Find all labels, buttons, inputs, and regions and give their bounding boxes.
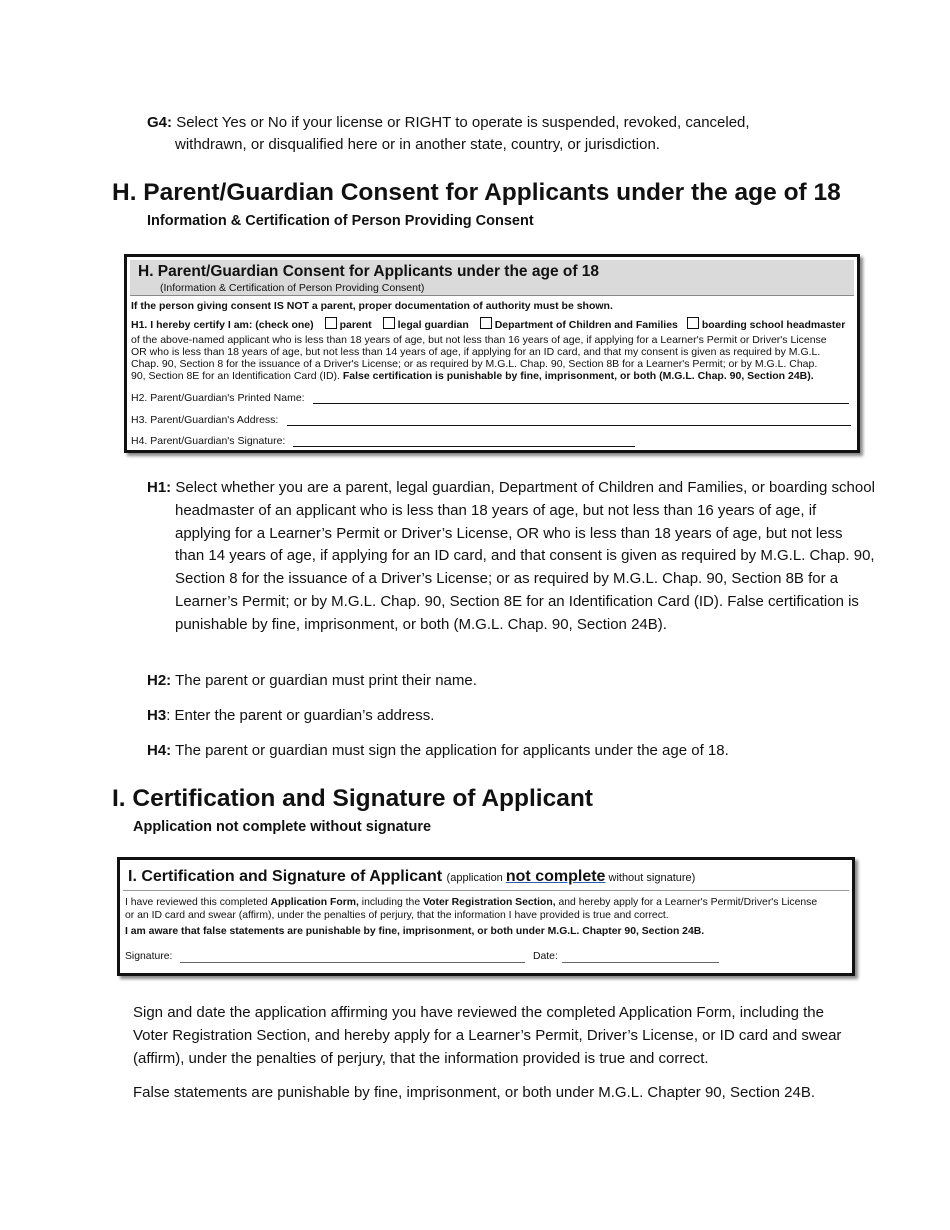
form-h-h2-field-label: H2. Parent/Guardian's Printed Name: xyxy=(131,392,305,404)
form-h-body-line1: of the above-named applicant who is less than 18 years of age, but not less than 16 years of age, if applying for a Learner's Permit or Driver's License xyxy=(131,334,827,346)
h2-instruction xyxy=(147,670,477,693)
form-h-h1-row xyxy=(131,317,845,332)
form-i-date-line[interactable] xyxy=(562,962,719,963)
option-parent: parent xyxy=(339,319,372,331)
form-i-title-text: I. Certification and Signature of Applicant xyxy=(128,868,443,885)
form-h-title: H. Parent/Guardian Consent for Applicants under the age of 18 xyxy=(138,263,600,280)
form-h-subtitle: (Information & Certification of Person Providing Consent) xyxy=(160,282,425,294)
g4-line1: Select Yes or No if your license or RIGHT to operate is suspended, revoked, canceled, xyxy=(176,114,750,131)
h1-instruction xyxy=(147,477,875,637)
form-i-title xyxy=(128,868,695,886)
checkbox-legal-guardian[interactable] xyxy=(383,317,395,329)
option-boarding-school-headmaster: boarding school headmaster xyxy=(701,319,846,331)
option-dcf: Department of Children and Families xyxy=(494,319,678,331)
section-i-paragraph-1: Sign and date the application affirming you have reviewed the completed Application Form, including the Voter Registration Section, and hereby apply for a Learner’s Permit, Driver’s License, or ID card and swear (affirm), under the penalties of perjury, that the information provided is true and correct. xyxy=(133,1004,842,1067)
form-h-body-line3: Chap. 90, Section 8 for the issuance of a Driver's License; or as required by M.G.L. Chap. 90, Section 8B for a Learner's Permit; or by M.G.L. Chap. xyxy=(131,358,818,370)
form-i-divider xyxy=(123,890,849,891)
form-i-note-link: not complete xyxy=(505,868,606,885)
checkbox-dcf[interactable] xyxy=(480,317,492,329)
h1-label: H1: xyxy=(147,479,172,496)
form-i-line1-b: Application Form, xyxy=(270,897,359,908)
form-h-excerpt xyxy=(124,254,860,453)
h3-instruction xyxy=(147,705,434,728)
form-i-line1-e: and hereby apply for a Learner's Permit/Driver's License xyxy=(555,897,818,908)
form-i-line1-a: I have reviewed this completed xyxy=(125,897,271,908)
form-h-h1-label: H1. I hereby certify I am: (check one) xyxy=(131,319,314,331)
h4-instruction xyxy=(147,740,729,763)
h4-text: The parent or guardian must sign the application for applicants under the age of 18. xyxy=(175,742,729,759)
h1-text: Select whether you are a parent, legal guardian, Department of Children and Families, or boarding school headmaster of an applicant who is less than 18 years of age, but not less than 16 years of age, if applying for a Learner’s Permit or Driver’s License, OR who is less than 18 years of age, but not less than 14 years of age, if applying for an ID card, and that consent is given as required by M.G.L. Chap. 90, Section 8 for the issuance of a Driver’s License; or as required by M.G.L. Chap. 90, Section 8B for a Learner’s Permit; or by M.G.L. Chap. 90, Section 8E for an Identification Card (ID). False certification is punishable by fine, imprisonment, or both (M.G.L. Chap. 90, Section 24B). xyxy=(175,479,875,633)
form-i-line3: I am aware that false statements are punishable by fine, imprisonment, or both under M.G.L. Chapter 90, Section 24B. xyxy=(125,926,705,937)
h2-text: The parent or guardian must print their name. xyxy=(175,672,477,689)
h3-label: H3 xyxy=(147,707,167,724)
section-i-heading: I. Certification and Signature of Applicant xyxy=(112,785,593,812)
form-h-h4-signature-line[interactable] xyxy=(293,446,635,447)
form-h-header xyxy=(130,260,854,296)
h2-label: H2: xyxy=(147,672,172,689)
form-h-body-line4 xyxy=(131,370,814,383)
section-i-subheading: Application not complete without signature xyxy=(133,819,432,835)
g4-label: G4: xyxy=(147,114,173,131)
form-h-false-cert-warning: False certification is punishable by fine, imprisonment, or both (M.G.L. Chap. 90, Section 24B). xyxy=(342,370,814,382)
form-i-signature-line[interactable] xyxy=(180,962,525,963)
form-i-line2: or an ID card and swear (affirm), under the penalties of perjury, that the information I have provided is true and correct. xyxy=(125,910,669,921)
form-h-h4-field-label: H4. Parent/Guardian's Signature: xyxy=(131,435,286,447)
section-i-paragraph-2: False statements are punishable by fine, imprisonment, or both under M.G.L. Chapter 90, Section 24B. xyxy=(133,1084,816,1101)
option-legal-guardian: legal guardian xyxy=(397,319,469,331)
checkbox-parent[interactable] xyxy=(325,317,337,329)
h4-label: H4: xyxy=(147,742,172,759)
form-h-body-line2: OR who is less than 18 years of age, but not less than 14 years of age, if applying for an ID card, and that my consent is given as required by M.G.L. xyxy=(131,346,821,358)
form-i-line1-c: including the xyxy=(358,897,423,908)
g4-line2: withdrawn, or disqualified here or in another state, country, or jurisdiction. xyxy=(175,136,660,153)
g4-instruction xyxy=(147,112,750,135)
form-h-body-line4-plain: 90, Section 8E for an Identification Card (ID). xyxy=(131,370,343,382)
h3-text: : Enter the parent or guardian’s address. xyxy=(166,707,435,724)
form-i-date-label: Date: xyxy=(533,951,558,962)
form-h-h3-input-line[interactable] xyxy=(287,425,851,426)
form-h-h2-input-line[interactable] xyxy=(313,403,849,404)
section-h-heading: H. Parent/Guardian Consent for Applicants under the age of 18 xyxy=(112,179,841,206)
form-h-notice: If the person giving consent IS NOT a parent, proper documentation of authority must be shown. xyxy=(131,300,613,312)
form-i-line1-d: Voter Registration Section, xyxy=(423,897,556,908)
form-i-signature-label: Signature: xyxy=(125,951,173,962)
form-i-line1 xyxy=(125,897,817,910)
section-h-subheading: Information & Certification of Person Providing Consent xyxy=(147,213,534,229)
checkbox-boarding-school-headmaster[interactable] xyxy=(687,317,699,329)
form-i-note-pre: (application xyxy=(446,872,506,884)
form-i-excerpt xyxy=(117,857,855,976)
form-i-note-post: without signature) xyxy=(605,872,696,884)
form-h-h3-field-label: H3. Parent/Guardian's Address: xyxy=(131,414,279,426)
